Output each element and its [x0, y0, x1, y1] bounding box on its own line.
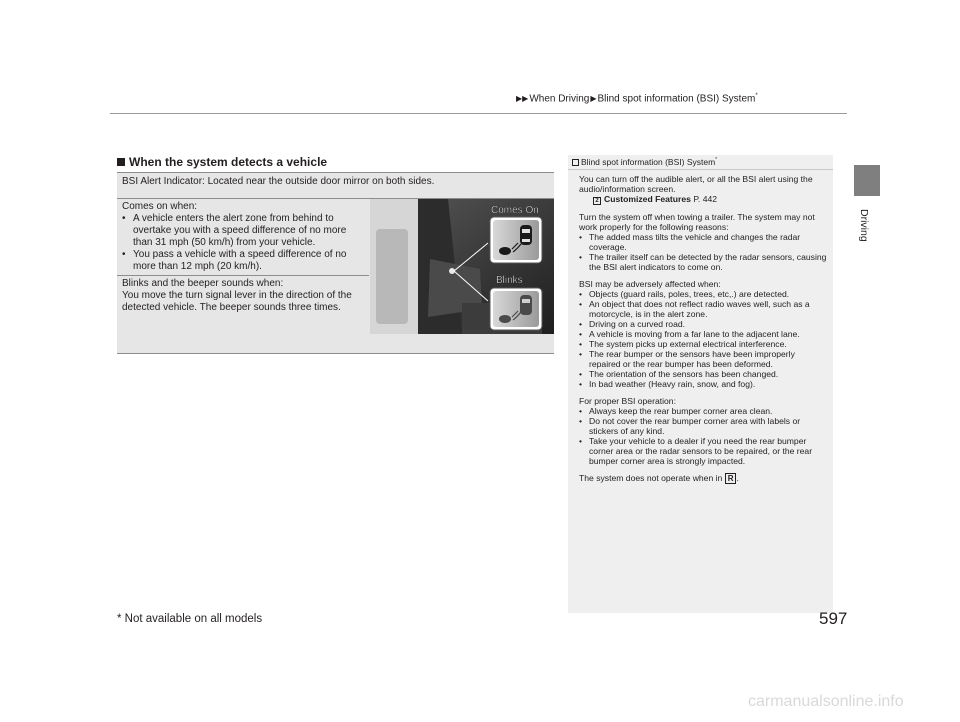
note-bullet: • A vehicle is moving from a far lane to the adjacent lane. — [579, 329, 827, 339]
note-paragraph: For proper BSI operation: — [579, 396, 676, 406]
note-paragraph: The system does not operate when in R . — [579, 473, 739, 483]
chapter-tab-label: Driving — [858, 209, 870, 242]
row-divider — [117, 275, 369, 276]
gear-r-icon: R — [725, 473, 737, 484]
note-bullet: • Do not cover the rear bumper corner area with labels or stickers of any kind. — [579, 416, 827, 436]
indicator-table — [117, 172, 554, 354]
breadcrumb-arrow-icon: ▶▶ — [516, 94, 529, 104]
note-bullet: • In bad weather (Heavy rain, snow, and fog). — [579, 379, 827, 389]
comes-on-item: • A vehicle enters the alert zone from behind to overtake you with a speed difference of no more than 31 mph (50 km/h) from your vehicle. — [122, 213, 364, 249]
door-mirror-illustration — [370, 199, 554, 334]
page-number: 597 — [819, 609, 848, 628]
note-bullet: • Take your vehicle to a dealer if you need the rear bumper corner area or the radar sensors to be repaired, or the rear bumper corner area is strongly impacted. — [579, 436, 827, 466]
note-bullet: • The system picks up external electrical interference. — [579, 339, 827, 349]
breadcrumb-item-when-driving[interactable]: When Driving — [529, 93, 590, 105]
footnote: * Not available on all models — [117, 613, 263, 625]
note-paragraph: BSI may be adversely affected when: — [579, 279, 721, 289]
header-divider — [110, 113, 847, 114]
cross-reference-link[interactable]: 2 Customized Features P. 442 — [579, 194, 717, 204]
note-bullet: • The rear bumper or the sensors have been improperly repaired or the rear bumper has been deformed. — [579, 349, 827, 369]
watermark: carmanualsonline.info — [748, 693, 904, 710]
comes-on-heading: Comes on when: — [122, 201, 198, 212]
breadcrumb-item-bsi[interactable]: Blind spot information (BSI) System — [597, 93, 756, 105]
indicator-location-text: BSI Alert Indicator: Located near the outside door mirror on both sides. — [117, 173, 554, 199]
note-bullet: • The trailer itself can be detected by the radar sensors, causing the BSI alert indicators to come on. — [579, 252, 827, 272]
bsi-indicator-photo — [370, 199, 554, 334]
note-icon — [572, 159, 579, 166]
note-paragraph: You can turn off the audible alert, or all the BSI alert using the audio/information screen. 2 Customized Features P. 442 — [579, 174, 813, 204]
note-bullet: • The added mass tilts the vehicle and changes the radar coverage. — [579, 232, 827, 252]
note-bullet: • An object that does not reflect radio waves well, such as a motorcycle, is in the alert zone. — [579, 299, 827, 319]
asterisk-mark: * — [755, 93, 758, 99]
note-bullet: • The orientation of the sensors has been changed. — [579, 369, 827, 379]
sidebar-note-title: Blind spot information (BSI) System* — [572, 157, 717, 167]
note-bullet: • Objects (guard rails, poles, trees, etc,.) are detected. — [579, 289, 827, 299]
blinks-text: You move the turn signal lever in the direction of the detected vehicle. The beeper sounds three times. — [122, 290, 352, 313]
breadcrumb-arrow-icon: ▶ — [590, 94, 597, 104]
note-bullet: • Driving on a curved road. — [579, 319, 827, 329]
section-title: When the system detects a vehicle — [117, 155, 327, 169]
blinks-label: Blinks — [496, 275, 523, 286]
note-bullet: • Always keep the rear bumper corner area clean. — [579, 406, 827, 416]
blinks-heading: Blinks and the beeper sounds when: — [122, 278, 284, 289]
breadcrumb — [515, 93, 758, 104]
asterisk-mark: * — [715, 157, 718, 164]
sidebar-note-body — [579, 174, 827, 484]
note-paragraph: Turn the system off when towing a trailer. The system may not work properly for the following reasons: — [579, 212, 815, 232]
square-bullet-icon — [117, 158, 125, 166]
sidebar-note-divider — [568, 169, 833, 170]
comes-on-item: • You pass a vehicle with a speed difference of no more than 12 mph (20 km/h). — [122, 249, 364, 273]
chapter-tab-marker — [854, 165, 880, 196]
comes-on-label: Comes On — [491, 205, 539, 216]
indicator-conditions — [117, 199, 369, 354]
reference-arrow-icon: 2 — [593, 197, 601, 205]
